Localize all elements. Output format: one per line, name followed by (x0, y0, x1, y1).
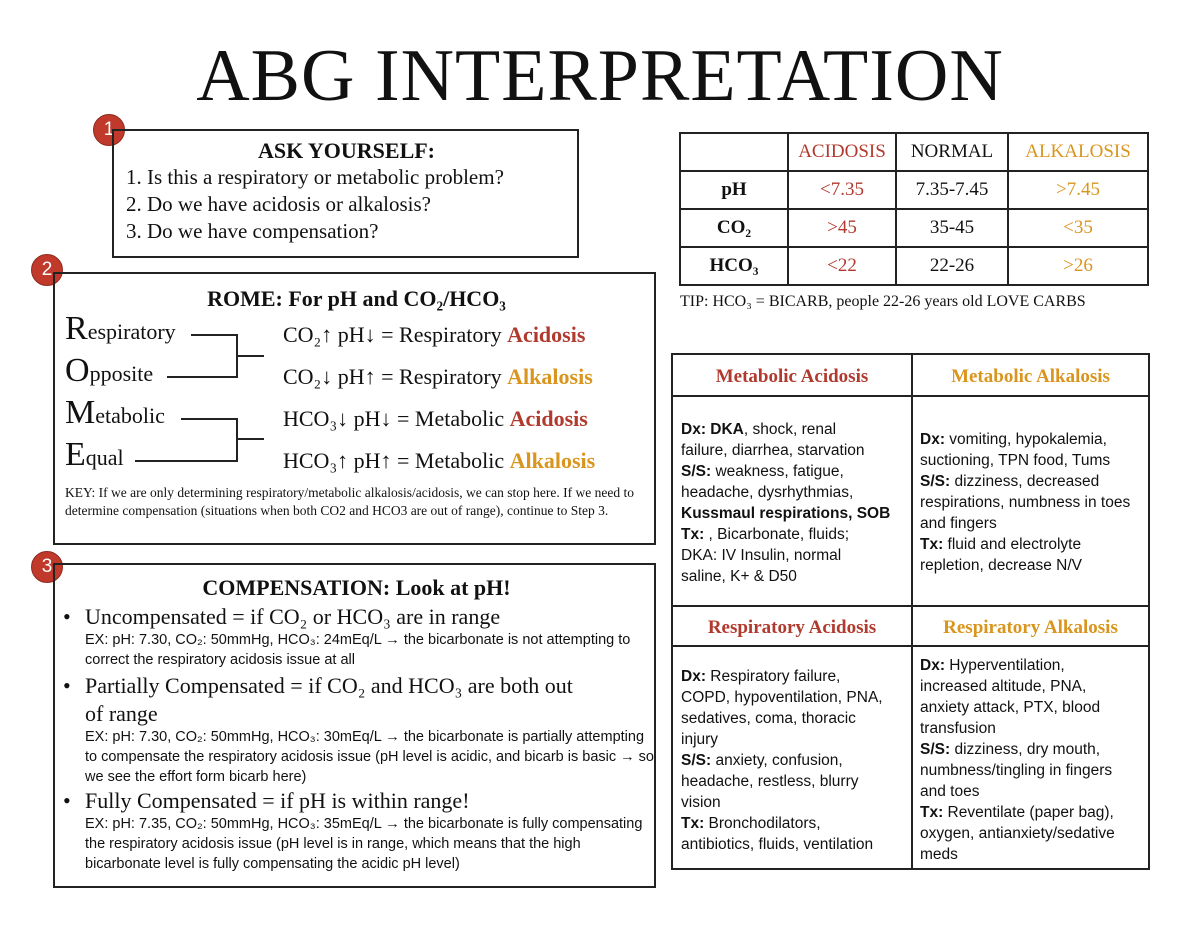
example-partially-compensated: EX: pH: 7.30, CO₂: 50mmHg, HCO₃: 30mEq/L → the bicarbonate is partially attempting to compensate the respiratory acidosis issue (pH level is acidic, and bicarb is basic → so we see the effort form bicarb here) (85, 729, 654, 785)
metabolic-alkalosis-details: Dx: vomiting, hypokalemia, suctioning, TPN food, Tums S/S: dizziness, decreased respirations, numbness in toes and fingers Tx: fluid and electrolyte repletion, decrease N/V (920, 431, 1131, 574)
rome-word-respiratory: Respiratory (65, 310, 176, 347)
disorders-grid (671, 353, 1150, 870)
ask-yourself-box (112, 129, 579, 258)
example-uncompensated: EX: pH: 7.30, CO₂: 50mmHg, HCO₃: 24mEq/L → the bicarbonate is not attempting to correct the respiratory acidosis issue at all (85, 632, 631, 668)
grid-divider (673, 395, 1148, 397)
bullet-icon: • (63, 673, 71, 698)
ask-question-1: 1. Is this a respiratory or metabolic problem? (126, 165, 504, 189)
example-fully-compensated: EX: pH: 7.35, CO₂: 50mmHg, HCO₃: 35mEq/L → the bicarbonate is fully compensating the respiratory acidosis issue (pH level is in range, which means that the high bicarbonate level is fully compensating the acidic pH level) (85, 816, 643, 872)
rome-formula-respiratory-alkalosis: CO₂↓ pH↑ = Respiratory Alkalosis (283, 364, 593, 389)
table-cell (680, 133, 788, 171)
cell-co2-normal: 35-45 (896, 209, 1008, 247)
connector-line (236, 438, 264, 440)
page-title: ABG INTERPRETATION (196, 35, 1004, 117)
rome-word-metabolic: Metabolic (65, 394, 165, 431)
cell-ph-normal: 7.35-7.45 (896, 171, 1008, 209)
cell-co2-alkalosis: <35 (1008, 209, 1148, 247)
grid-divider (673, 645, 1148, 647)
connector-line (236, 418, 238, 462)
ask-question-3: 3. Do we have compensation? (126, 219, 379, 243)
cell-hco3-acidosis: <22 (788, 247, 896, 285)
connector-line (167, 376, 237, 378)
metabolic-acidosis-details: Dx: DKA, shock, renal failure, diarrhea, starvation S/S: weakness, fatigue, headache, dysrhythmias, Kussmaul respirations, SOB Tx: , Bicarbonate, fluids; DKA: IV Insulin, normal saline, K+ & D50 (681, 421, 891, 585)
step-3-badge: 3 (31, 551, 63, 583)
table-row (680, 247, 1148, 285)
row-label-hco3: HCO₃ (680, 247, 788, 285)
respiratory-alkalosis-details: Dx: Hyperventilation, increased altitude, PNA, anxiety attack, PTX, blood transfusion S/S: dizziness, dry mouth, numbness/tingling in fingers and toes Tx: Reventilate (paper bag), oxygen, antianxiety/sedative meds (920, 657, 1115, 863)
bullet-partially-compensated: • Partially Compensated = if CO₂ and HCO₃ are both out (63, 673, 573, 698)
row-label-co2: CO₂ (680, 209, 788, 247)
bullet-partially-compensated-cont: of range (85, 701, 158, 726)
respiratory-acidosis-title: Respiratory Acidosis (707, 617, 877, 638)
rome-formula-metabolic-acidosis: HCO₃↓ pH↓ = Metabolic Acidosis (283, 406, 588, 431)
cell-hco3-alkalosis: >26 (1008, 247, 1148, 285)
step-2-badge: 2 (31, 254, 63, 286)
header-acidosis: ACIDOSIS (788, 133, 896, 171)
cell-hco3-normal: 22-26 (896, 247, 1008, 285)
row-label-ph: pH (680, 171, 788, 209)
connector-line (181, 418, 237, 420)
table-row (680, 171, 1148, 209)
bullet-icon: • (63, 604, 71, 629)
rome-word-equal: Equal (65, 436, 124, 473)
bullet-icon: • (63, 788, 71, 813)
connector-line (236, 355, 264, 357)
rome-box (53, 272, 656, 545)
table-header-row (680, 133, 1148, 171)
bullet-fully-compensated: • Fully Compensated = if pH is within range! (63, 788, 470, 813)
cell-co2-acidosis: >45 (788, 209, 896, 247)
rome-word-opposite: Opposite (65, 352, 154, 389)
respiratory-alkalosis-title: Respiratory Alkalosis (943, 617, 1118, 638)
header-normal: NORMAL (896, 133, 1008, 171)
connector-line (135, 460, 237, 462)
rome-formula-metabolic-alkalosis: HCO₃↑ pH↑ = Metabolic Alkalosis (283, 448, 596, 473)
rome-formula-respiratory-acidosis: CO₂↑ pH↓ = Respiratory Acidosis (283, 322, 586, 347)
cell-ph-alkalosis: >7.45 (1008, 171, 1148, 209)
compensation-heading: COMPENSATION: Look at pH! (202, 575, 511, 600)
connector-line (191, 334, 237, 336)
bicarb-tip: TIP: HCO₃ = BICARB, people 22-26 years old LOVE CARBS (680, 293, 1086, 310)
ask-heading: ASK YOURSELF: (257, 138, 436, 163)
cell-ph-acidosis: <7.35 (788, 171, 896, 209)
header-alkalosis: ALKALOSIS (1008, 133, 1148, 171)
metabolic-acidosis-title: Metabolic Acidosis (715, 366, 869, 387)
bullet-uncompensated: • Uncompensated = if CO₂ or HCO₃ are in range (63, 604, 501, 629)
grid-divider (673, 605, 1148, 607)
rome-key-note: KEY: If we are only determining respiratory/metabolic alkalosis/acidosis, we can stop here. If we need to determine compensation (situations when both CO2 and HCO3 are out of range), continue to Step 3. (65, 485, 634, 518)
respiratory-acidosis-details: Dx: Respiratory failure, COPD, hypoventilation, PNA, sedatives, coma, thoracic injury S/S: anxiety, confusion, headache, restless, blurry vision Tx: Bronchodilators, antibiotics, fluids, ventilation (681, 668, 883, 853)
rome-heading: ROME: For pH and CO₂/HCO₃ (207, 286, 506, 311)
metabolic-alkalosis-title: Metabolic Alkalosis (951, 366, 1110, 387)
grid-divider (911, 355, 913, 868)
step-1-badge: 1 (93, 114, 125, 146)
abg-ranges-table (679, 132, 1149, 286)
compensation-box (53, 563, 656, 888)
table-row (680, 209, 1148, 247)
ask-question-2: 2. Do we have acidosis or alkalosis? (126, 192, 432, 216)
